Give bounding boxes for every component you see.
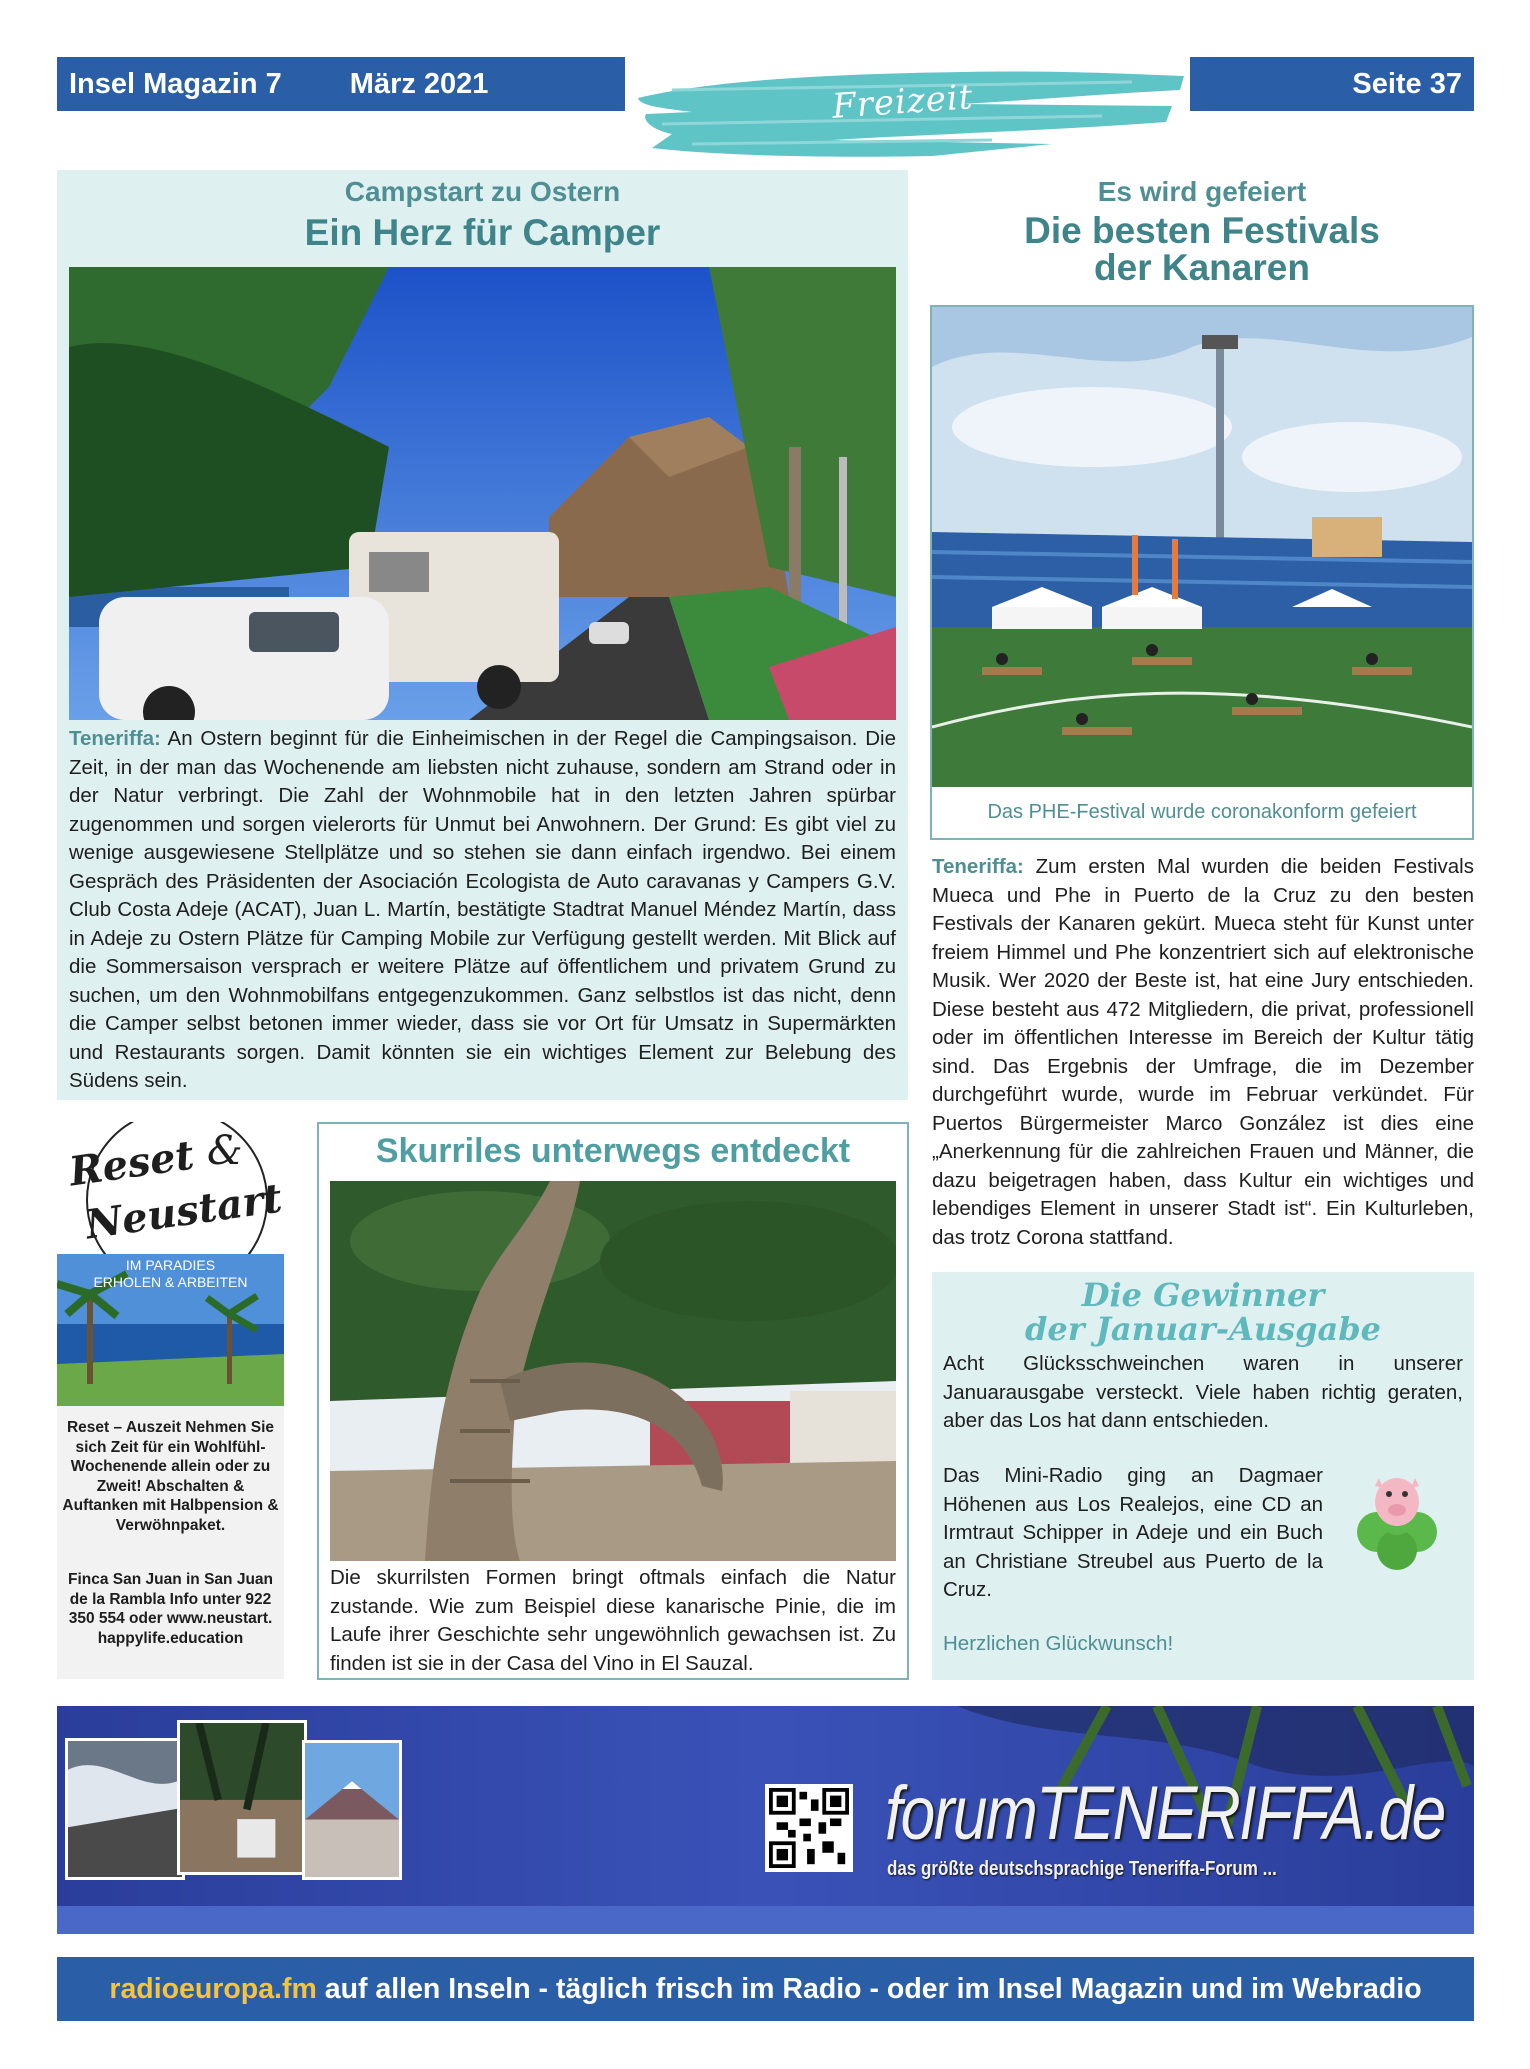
festival-caption: Das PHE-Festival wurde coronakonform gefeiert [987,801,1417,823]
reset-photo [57,1254,284,1406]
winners-title [932,1278,1474,1346]
forum-tagline: das größte deutschsprachige Teneriffa-Forum ... [887,1858,1277,1880]
forum-brand-main: TENERIFFA [1036,1771,1363,1856]
footer-text: auf allen Inseln - täglich frisch im Radio - oder im Insel Magazin und im Webradio [316,1973,1422,2005]
forum-photo-1 [65,1738,185,1880]
camper-lead: Teneriffa: [69,727,161,750]
footer-link[interactable]: radioeuropa.fm [109,1973,317,2005]
camper-body [69,725,896,1096]
skurril-box [317,1122,909,1680]
magazine-name: Insel Magazin 7 [69,68,282,100]
skurril-caption: Die skurrilsten Formen bringt oftmals einfach die Natur zustande. Wie zum Beispiel diese kanarische Pinie, die im Laufe ihrer Geschichte sehr ungewöhnlich gewachsen ist. Zu finden ist sie in der Casa del Vino in El Sauzal. [330,1566,896,1675]
lucky-pig-icon [1347,1462,1447,1572]
reset-logo [57,1122,284,1254]
festival-lead: Teneriffa: [932,855,1024,878]
forum-brand-tld: .de [1362,1771,1445,1856]
festival-title [930,212,1474,286]
festival-title-line2: der Kanaren [1094,247,1310,288]
forum-brand[interactable] [885,1771,1445,1856]
winners-p2: Das Mini-Radio ging an Dagmaer Höhenen aus Los Realejos, eine CD an Irmtraut Schipper in Adeje und ein Buch an Christiane Streubel aus Puerto de la Cruz. [943,1464,1323,1601]
reset-logo-amp: & [207,1128,243,1174]
camper-photo [69,267,896,720]
skurril-title: Skurriles unterwegs entdeckt [375,1132,851,1170]
issue-date: März 2021 [349,68,489,100]
page-number: Seite 37 [1352,68,1462,100]
qr-code[interactable] [765,1784,853,1872]
forum-banner[interactable] [57,1706,1474,1934]
reset-logo-line1: Reset [66,1131,197,1196]
winners-closing: Herzlichen Glückwunsch! [943,1632,1174,1655]
festival-text: Zum ersten Mal wurden die beiden Festivals Mueca und Phe in Puerto de la Cruz zu den besten Festivals der Kanaren gekürt. Mueca steht für Kunst unter freiem Himmel und Phe konzentriert sich auf elektronische Musik. Wer 2020 der Beste ist, hat eine Jury entschieden. Diese besteht aus 472 Mitgliedern, die privat, professionell oder im öffentlichen Interesse im Bereich der Kultur tätig sind. Das Ergebnis der Umfrage, die im Dezember durchgeführt wurde, wurde im Februar verkündet. Für Puertos Bürgermeister Marco González ist dies eine „Anerkennung für die zahlreichen Frauen und Männer, die dazu beigetragen haben, dass Kultur ein wichtiges und lebendiges Element in unserer Stadt ist“. Ein Kulturleben, das trotz Corona stattfand. [932,855,1474,1249]
header-left-bar [57,57,625,111]
festival-photo [932,307,1472,787]
reset-text1: Reset – Auszeit Nehmen Sie sich Zeit für ein Wohlfühl-Wochenende allein oder zu Zweit! Abschalten & Auftanken mit Halbpension & Verwöhnpaket. [62,1419,279,1534]
skurril-photo [330,1181,896,1561]
forum-photo-3 [302,1740,402,1880]
reset-tagline2: ERHOLEN & ARBEITEN [93,1274,248,1290]
camper-title: Ein Herz für Camper [304,212,661,253]
footer-bar [57,1957,1474,2021]
camper-kicker: Campstart zu Ostern [344,176,621,207]
festival-kicker: Es wird gefeiert [1097,176,1307,207]
section-label: Freizeit [830,77,975,127]
winners-title-line2: der Januar-Ausgabe [1025,1310,1381,1348]
camper-article [57,170,908,1100]
forum-brand-prefix: forum [885,1771,1037,1856]
reset-ad[interactable] [57,1122,284,1679]
reset-logo-line2: Neustart [82,1174,285,1249]
winners-title-line1: Die Gewinner [1081,1276,1325,1314]
festival-title-line1: Die besten Festivals [1024,210,1380,251]
header-right-bar [1190,57,1474,111]
winners-p1: Acht Glücksschweinchen waren in unserer Januarausgabe versteckt. Viele haben richtig geraten, aber das Los hat dann entschieden. [943,1352,1463,1432]
forum-photo-2 [177,1720,307,1875]
section-brush [632,60,1190,160]
winners-box [932,1272,1474,1680]
reset-text2: Finca San Juan in San Juan de la Rambla Info unter 922 350 554 oder www.neustart. happylife.education [68,1571,273,1647]
festival-photo-frame [930,305,1474,840]
camper-text: An Ostern beginnt für die Einheimischen in der Regel die Campingsaison. Die Zeit, in der man das Wochenende am liebsten nicht zuhause, sondern am Strand oder in der Natur verbringt. Die Zahl der Wohnmobile hat in den letzten Jahren spürbar zugenommen und sorgen vielerorts für Unmut bei Anwohnern. Der Grund: Es gibt viel zu wenige ausgewiesene Stellplätze und so stehen sie dann einfach irgendwo. Bei einem Gespräch des Präsidenten der Asociación Ecologista de Auto caravanas y Campers G.V. Club Costa Adeje (ACAT), Juan L. Martín, bestätigte Stadtrat Manuel Méndez Martín, dass in Adeje zu Ostern Plätze für Camping Mobile zur Verfügung gestellt werden. Mit Blick auf die Sommersaison versprach er weitere Plätze auf öffentlichem und privatem Grund zu suchen, um den Wohnmobilfans entgegenzukommen. Ganz selbstlos ist das nicht, denn die Camper selbst betonen immer wieder, dass sie vor Ort für Umsatz in Supermärkten und Restaurants sorgen. Damit könnten sie ein wichtiges Element zur Belebung des Südens sein. [69,727,896,1092]
reset-tagline1: IM PARADIES [125,1257,216,1273]
festival-body [932,853,1474,1252]
